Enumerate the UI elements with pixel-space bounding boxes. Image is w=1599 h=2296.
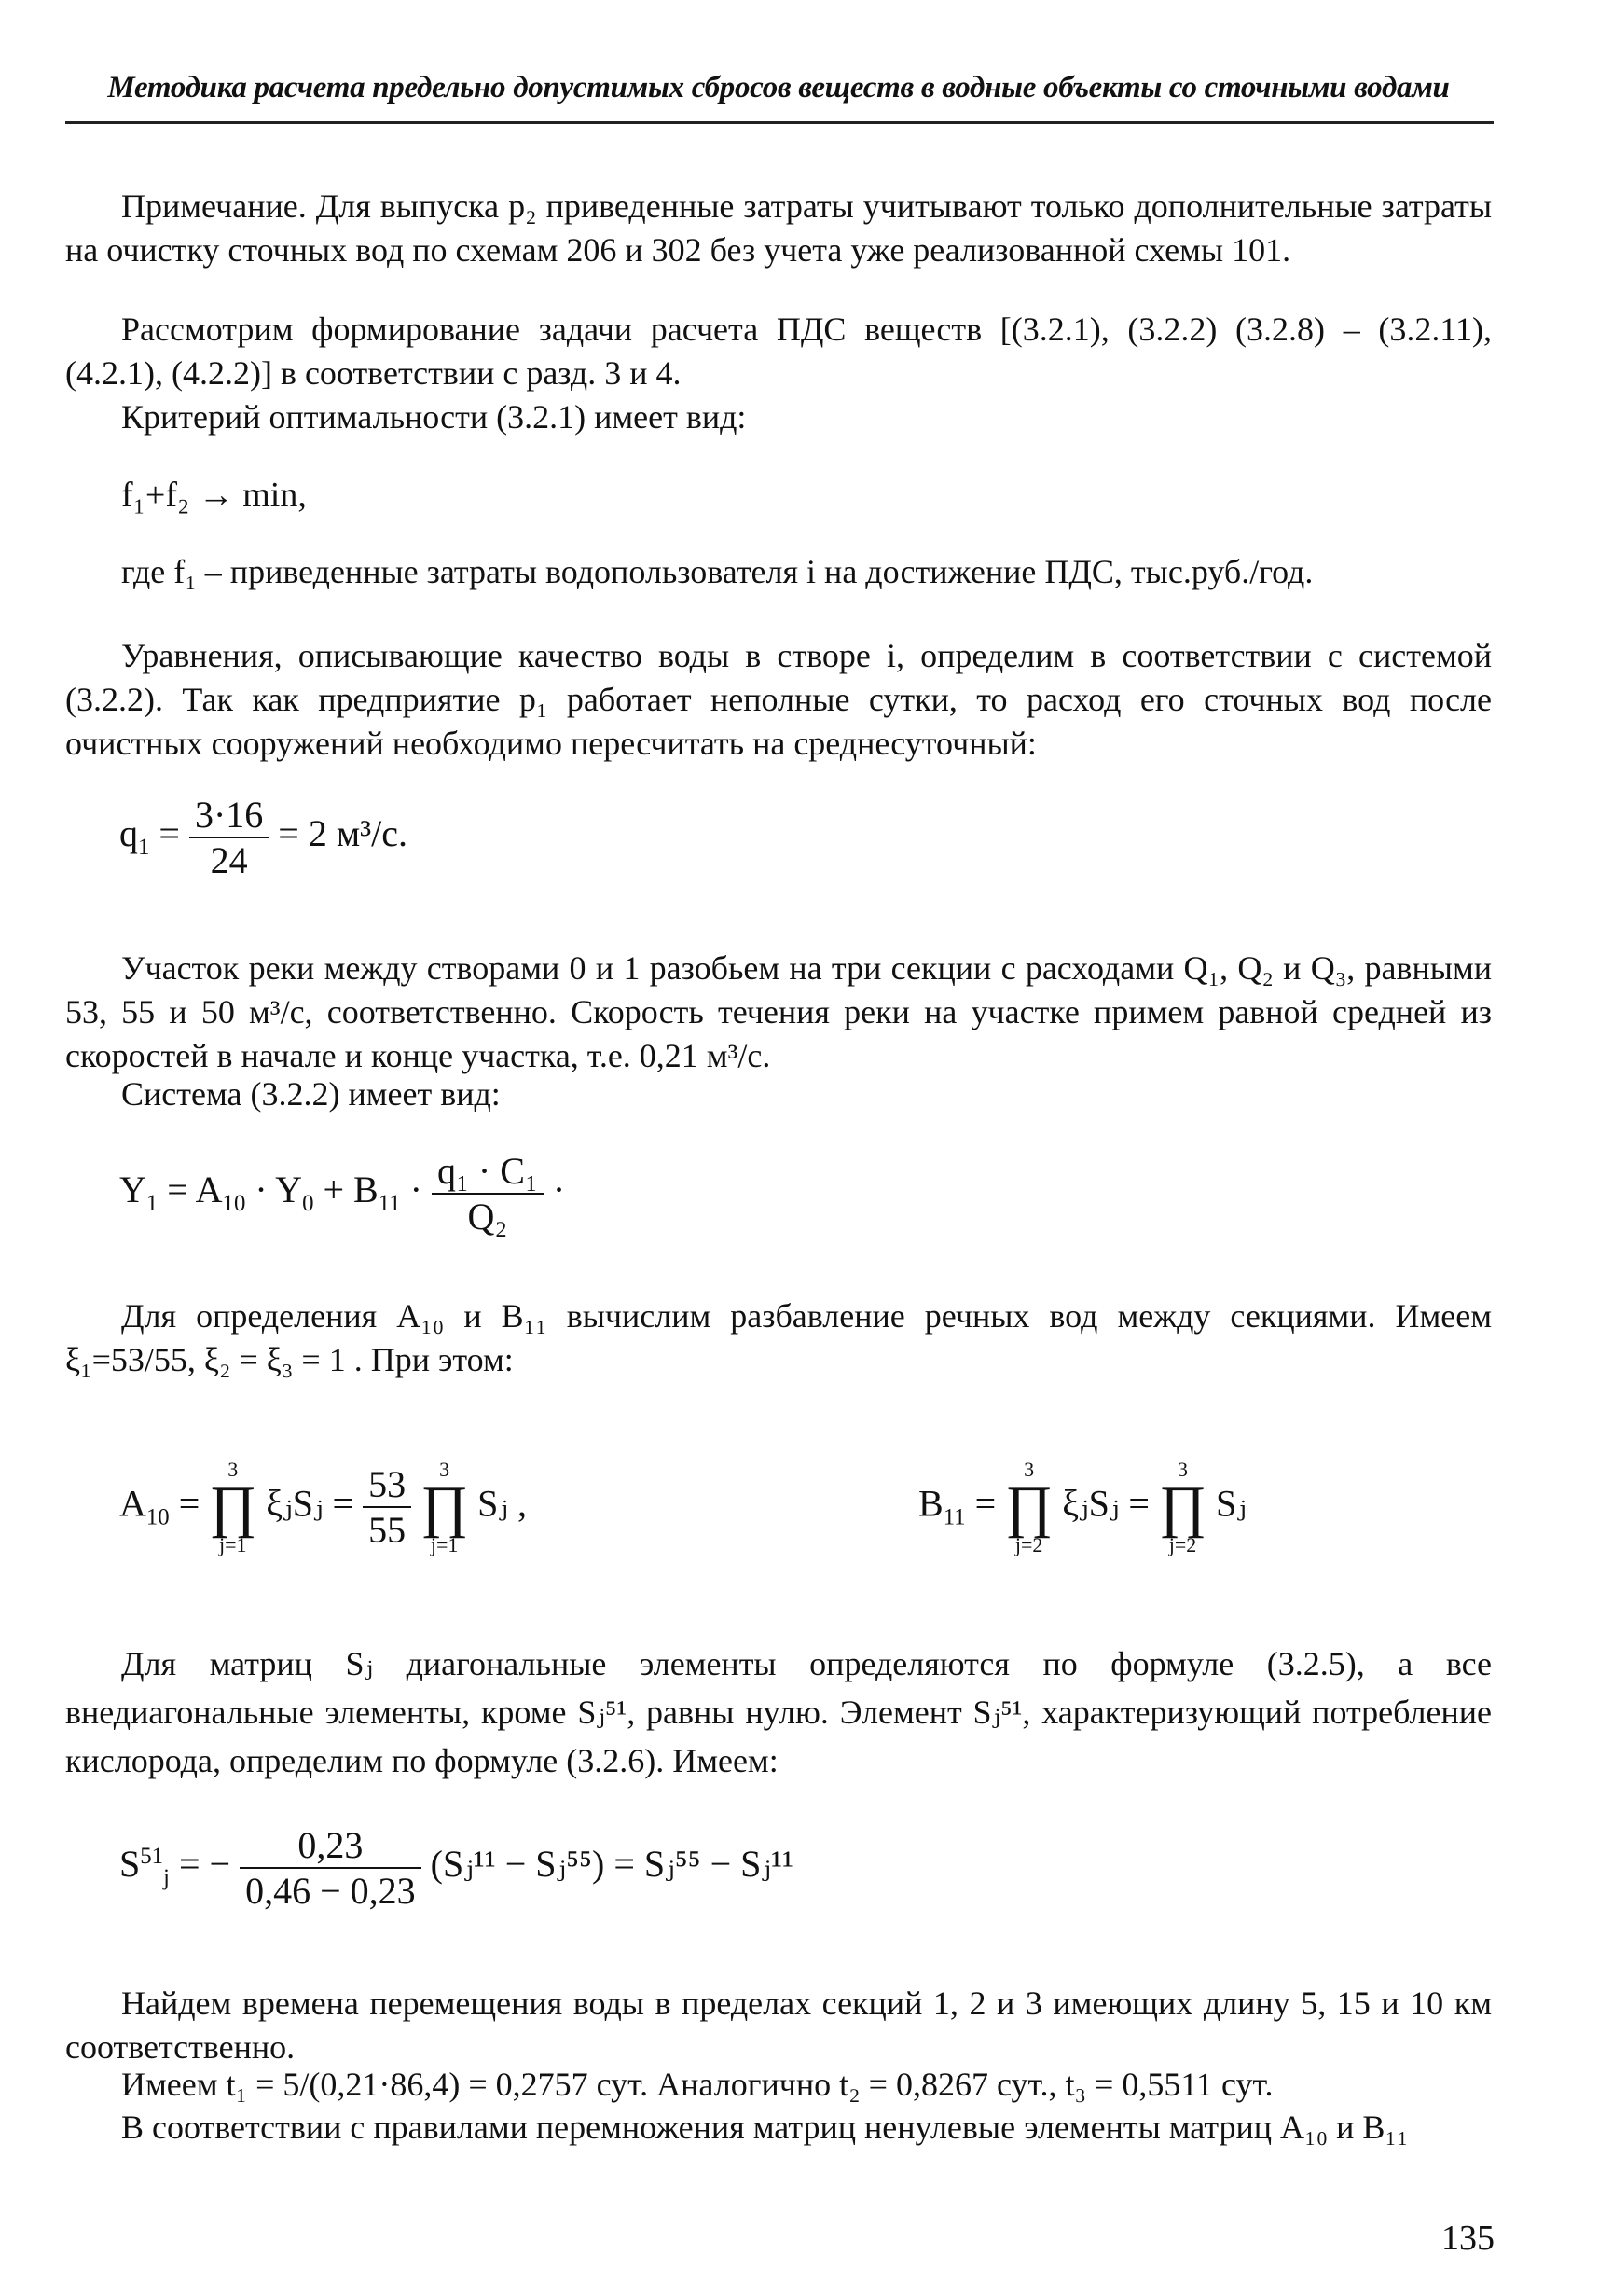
formula-y1: $Y_1 = A_{10} \cdot Y_0 + B_{11}$ · $\frac{\text{q₁ · C₁}}{\text{Q₂}}$ · <box>119 1150 566 1238</box>
formula-q1: $q_1$ = $\frac{3\cdot 16}{24}$ = 2 м³/с. <box>119 794 408 881</box>
page-number: 135 <box>1441 2219 1495 2258</box>
running-header: Методика расчета предельно допустимых сбросов веществ в водные объекты со сточными водами <box>107 71 1450 104</box>
paragraph-where: где f₁ – приведенные затраты водопользователя i на достижение ПДС, тыс.руб./год. <box>121 553 1314 590</box>
paragraph-dilution: Для определения A₁₀ и B₁₁ вычислим разбавление речных вод между секциями. Имеем ξ₁=53/55, ξ₂ = ξ₃ = 1 . При этом: <box>65 1297 1492 1378</box>
header-rule <box>65 121 1494 124</box>
formula-b11: $B_{11}$ = 3 ∏ j=2 ξⱼSⱼ = 3 ∏ j=2 Sⱼ <box>918 1458 1247 1556</box>
formula-a10: $A_{10}$ = 3 ∏ j=1 ξⱼSⱼ = $\frac{53}{55}$ 3 ∏ j=1 Sⱼ , <box>119 1458 527 1556</box>
paragraph-section: Участок реки между створами 0 и 1 разобьем на три секции с расходами Q₁, Q₂ и Q₃, равными 53, 55 и 50 м³/с, соответственно. Скорость течения реки на участке примем равной средней из скоростей в начале и конце участка, т.е. 0,21 м³/с. <box>65 949 1492 1074</box>
paragraph-travel-times: Найдем времена перемещения воды в пределах секций 1, 2 и 3 имеющих длину 5, 15 и 10 км соответственно. <box>65 1985 1492 2066</box>
paragraph-matrices: Для матриц Sⱼ диагональные элементы определяются по формуле (3.2.5), а все внедиагональные элементы, кроме Sⱼ⁵¹, равны нулю. Элемент Sⱼ⁵¹, характеризующий потребление кислорода, определим по формуле (3.2.6). Имеем: <box>65 1645 1492 1779</box>
paragraph-equations: Уравнения, описывающие качество воды в створе i, определим в соответствии с системой (3.2.2). Так как предприятие p₁ работает неполные сутки, то расход его сточных вод после очистных сооружений необходимо пересчитать на среднесуточный: <box>65 637 1492 762</box>
note-paragraph: Примечание. Для выпуска p₂ приведенные затраты учитывают только дополнительные затраты на очистку сточных вод по схемам 206 и 302 без учета уже реализованной схемы 101. <box>65 187 1492 269</box>
paragraph-times-values: Имеем t₁ = 5/(0,21·86,4) = 0,2757 сут. Аналогично t₂ = 0,8267 сут., t₃ = 0,5511 сут. <box>121 2066 1274 2103</box>
formula-objective: f₁+f₂ → min, <box>121 476 307 515</box>
paragraph-nonzero: В соответствии с правилами перемножения матриц ненулевые элементы матриц A₁₀ и B₁₁ <box>121 2109 1409 2146</box>
paragraph-task: Рассмотрим формирование задачи расчета ПДС веществ [(3.2.1), (3.2.2) (3.2.8) – (3.2.11), (4.2.1), (4.2.2)] в соответствии с разд. 3 и 4. <box>65 311 1492 392</box>
paragraph-criterion: Критерий оптимальности (3.2.1) имеет вид: <box>121 398 747 436</box>
formula-s51: $S^{51}_j$ = − $\frac{0,23}{0,46 - 0,23}$ (Sⱼ¹¹ − Sⱼ⁵⁵) = Sⱼ⁵⁵ − Sⱼ¹¹ <box>119 1824 793 1912</box>
paragraph-system: Система (3.2.2) имеет вид: <box>121 1075 501 1113</box>
